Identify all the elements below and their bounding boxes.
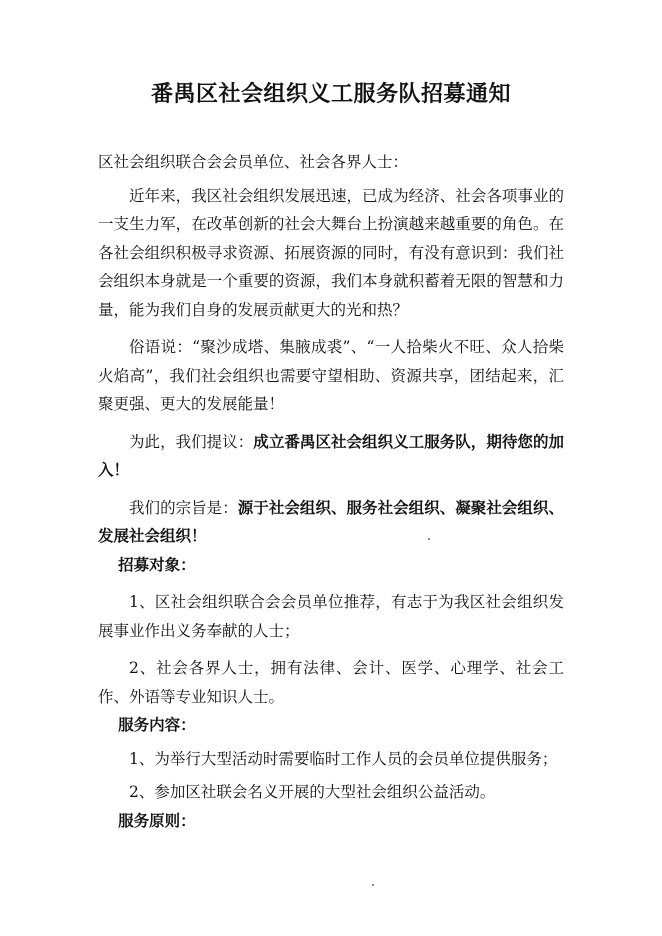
recruit-item: 1、区社会组织联合会会员单位推荐，有志于为我区社会组织发展事业作出义务奉献的人士； — [98, 593, 564, 640]
paragraph-intro: 近年来，我区社会组织发展迅速，已成为经济、社会各项事业的一支生力军，在改革创新的社会大舞台上扮演越来越重要的角色。在各社会组织积极寻求资源、拓展资源的同时，有没有意识到：我们社会组织本身就是一个重要的资源，我们本身就积蓄着无限的智慧和力量，能为我们自身的发展贡献更大的光和热？ — [98, 186, 564, 319]
paragraph-purpose — [98, 494, 564, 551]
scan-speck — [372, 884, 374, 886]
service-item: 2、参加区社联会名义开展的大型社会组织公益活动。 — [129, 783, 496, 801]
principle-heading: 服务原则： — [118, 810, 196, 830]
service-heading: 服务内容： — [118, 715, 196, 734]
purpose-emphasis: 源于社会组织、服务社会组织、凝聚社会组织、发展社会组织！ — [98, 497, 564, 545]
document-body — [98, 148, 564, 835]
proposal-emphasis: 成立番禺区社会组织义工服务队，期待您的加入！ — [98, 431, 564, 479]
recruit-item: 2、社会各界人士，拥有法律、会计、医学、心理学、社会工作、外语等专业知识人士。 — [98, 659, 564, 706]
paragraph-proverb: 俗语说：“聚沙成塔、集腋成裘”、“一人拾柴火不旺、众人拾柴火焰高”，我们社会组织也需要守望相助、资源共享，团结起来，汇聚更强、更大的发展能量！ — [98, 338, 564, 413]
purpose-lead: 我们的宗旨是： — [129, 498, 238, 517]
paragraph-proposal — [98, 428, 564, 485]
proposal-lead: 为此，我们提议： — [129, 432, 254, 451]
salutation: 区社会组织联合会会员单位、社会各界人士： — [98, 153, 409, 171]
service-item: 1、为举行大型活动时需要临时工作人员的会员单位提供服务； — [129, 749, 558, 768]
document-title: 番禺区社会组织义工服务队招募通知 — [150, 82, 511, 107]
recruit-heading: 招募对象： — [118, 554, 196, 574]
scan-speck — [428, 538, 430, 540]
